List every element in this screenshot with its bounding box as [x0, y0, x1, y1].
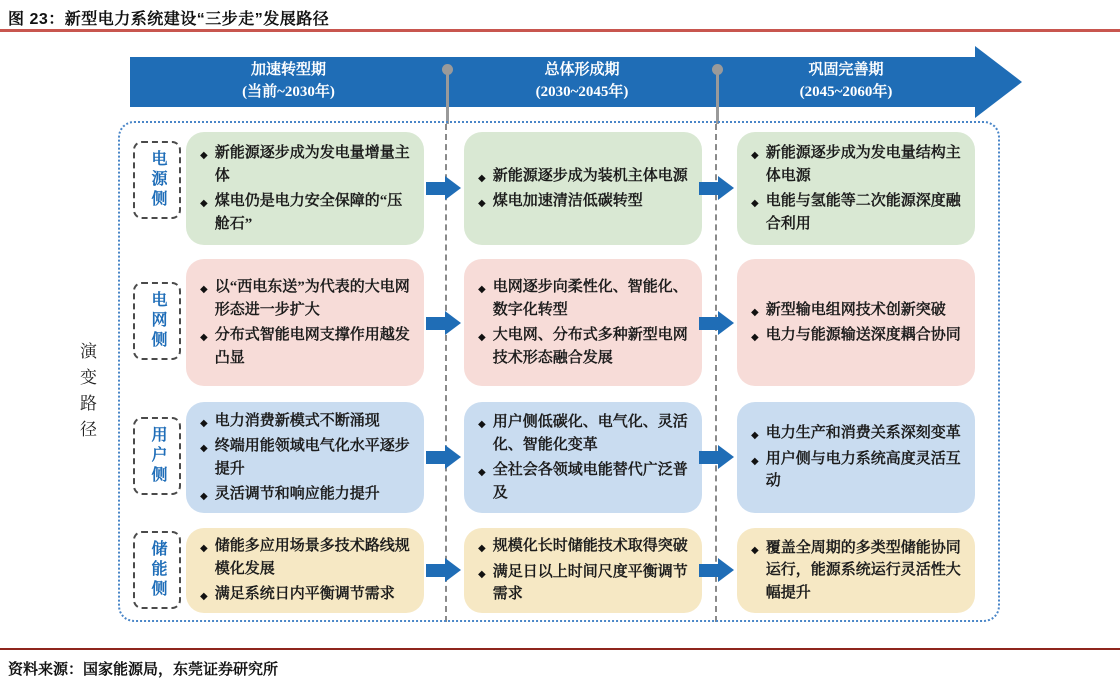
phase-name: 巩固完善期 — [808, 62, 884, 79]
diamond-bullet-icon: ◆ — [478, 198, 486, 209]
bullet-text: 煤电加速清洁低碳转型 — [492, 193, 643, 209]
flow-arrow-icon — [426, 176, 461, 200]
phase-period: (当前~2030年) — [242, 84, 335, 100]
timeline-node-stem — [716, 74, 719, 124]
bullet-item — [476, 535, 690, 558]
diamond-bullet-icon: ◆ — [200, 591, 208, 603]
source-note: 资料来源：国家能源局，东莞证券研究所 — [8, 661, 279, 678]
row-label-user — [133, 417, 181, 495]
bullet-item — [476, 561, 690, 606]
diamond-bullet-icon: ◆ — [200, 150, 208, 161]
diamond-bullet-icon: ◆ — [751, 306, 759, 318]
row-label-text: 储能侧 — [149, 540, 166, 600]
bullet-text: 新能源逐步成为装机主体电源 — [492, 167, 688, 184]
phase-period: (2030~2045年) — [535, 84, 629, 100]
bullet-text: 电能与氢能等二次能源深度融合利用 — [765, 193, 961, 232]
bullet-text: 满足日以上时间尺度平衡调节需求 — [492, 563, 688, 603]
phase-name: 加速转型期 — [250, 62, 326, 79]
bullet-text: 全社会各领域电能替代广泛普及 — [492, 462, 688, 501]
bullet-text: 大电网、分布式多种新型电网技术形态融合发展 — [492, 327, 688, 366]
content-card — [464, 259, 702, 386]
content-card — [464, 402, 702, 513]
diamond-bullet-icon: ◆ — [200, 491, 208, 502]
bullet-item — [749, 299, 963, 322]
content-card — [186, 259, 424, 386]
row-label-power-source — [133, 141, 181, 219]
row-label-text: 用户侧 — [149, 426, 166, 486]
title-rule — [0, 29, 1120, 32]
diamond-bullet-icon: ◆ — [478, 419, 486, 430]
timeline-node-stem — [446, 74, 449, 124]
bullet-text: 覆盖全周期的多类型储能协同运行，能源系统运行灵活性大幅提升 — [765, 539, 961, 601]
bullet-item — [476, 190, 690, 213]
diamond-bullet-icon: ◆ — [200, 284, 208, 295]
bullet-item — [198, 410, 412, 433]
bullet-text: 分布式智能电网支撑作用越发凸显 — [214, 327, 410, 366]
bullet-item — [198, 190, 412, 235]
timeline-arrowhead-icon — [975, 46, 1022, 118]
bullet-text: 满足系统日内平衡调节需求 — [214, 586, 395, 603]
flow-arrow-icon — [426, 445, 461, 469]
bullet-text: 电网逐步向柔性化、智能化、数字化转型 — [492, 279, 688, 318]
bullet-item — [749, 422, 963, 445]
bullet-item — [749, 448, 963, 493]
diamond-bullet-icon: ◆ — [200, 443, 208, 454]
bullet-text: 电力消费新模式不断涌现 — [214, 412, 380, 429]
bullet-item — [476, 459, 690, 504]
bullet-item — [749, 324, 963, 347]
bullet-text: 电力与能源输送深度耦合协同 — [765, 327, 961, 343]
bullet-item — [749, 537, 963, 605]
flow-arrow-icon — [699, 558, 734, 582]
row-label-storage — [133, 531, 181, 609]
evolution-path-label: 演变路径 — [77, 342, 96, 446]
flow-arrow-icon — [426, 311, 461, 335]
flow-arrow-icon — [699, 176, 734, 200]
bullet-item — [749, 190, 963, 235]
content-card — [186, 528, 424, 613]
diamond-bullet-icon: ◆ — [751, 332, 759, 343]
phase-period: (2045~2060年) — [799, 84, 893, 100]
bullet-item — [198, 535, 412, 580]
diamond-bullet-icon: ◆ — [200, 543, 208, 555]
bullet-text: 新能源逐步成为发电量增量主体 — [214, 145, 410, 184]
bullet-item — [198, 435, 412, 480]
timeline-phase-3 — [717, 57, 975, 107]
bullet-item — [476, 276, 690, 321]
content-card — [737, 259, 975, 386]
bullet-item — [198, 483, 412, 506]
content-card — [737, 528, 975, 613]
bullet-text: 以“西电东送”为代表的大电网形态进一步扩大 — [214, 279, 410, 318]
content-card — [464, 528, 702, 613]
row-label-text: 电源侧 — [149, 150, 166, 210]
content-card — [737, 132, 975, 245]
phase-name: 总体形成期 — [544, 62, 620, 79]
diamond-bullet-icon: ◆ — [751, 198, 759, 209]
diamond-bullet-icon: ◆ — [478, 543, 486, 555]
bullet-text: 电力生产和消费关系深刻变革 — [765, 425, 961, 442]
bullet-text: 新型输电组网技术创新突破 — [765, 301, 946, 318]
content-card — [737, 402, 975, 513]
diamond-bullet-icon: ◆ — [478, 332, 486, 343]
row-label-text: 电网侧 — [149, 291, 166, 351]
timeline-phase-2 — [447, 57, 717, 107]
diamond-bullet-icon: ◆ — [478, 568, 486, 580]
bullet-text: 规模化长时储能技术取得突破 — [492, 538, 688, 555]
content-card — [464, 132, 702, 245]
bullet-item — [749, 142, 963, 187]
diamond-bullet-icon: ◆ — [751, 430, 759, 442]
flow-arrow-icon — [699, 445, 734, 469]
diamond-bullet-icon: ◆ — [200, 332, 208, 343]
diamond-bullet-icon: ◆ — [751, 544, 759, 556]
bullet-item — [198, 324, 412, 369]
figure-title: 图 23：新型电力系统建设“三步走”发展路径 — [8, 11, 330, 28]
bullet-item — [198, 276, 412, 321]
diamond-bullet-icon: ◆ — [751, 150, 759, 161]
bullet-item — [198, 142, 412, 187]
bullet-text: 灵活调节和响应能力提升 — [214, 486, 380, 502]
content-card — [186, 132, 424, 245]
row-label-grid — [133, 282, 181, 360]
diamond-bullet-icon: ◆ — [751, 455, 759, 467]
flow-arrow-icon — [426, 558, 461, 582]
content-card — [186, 402, 424, 513]
bullet-item — [198, 583, 412, 606]
diamond-bullet-icon: ◆ — [478, 284, 486, 295]
bullet-item — [476, 324, 690, 369]
diamond-bullet-icon: ◆ — [200, 198, 208, 209]
bullet-text: 新能源逐步成为发电量结构主体电源 — [765, 145, 961, 184]
diamond-bullet-icon: ◆ — [200, 417, 208, 429]
bullet-item — [476, 165, 690, 188]
flow-arrow-icon — [699, 311, 734, 335]
bullet-text: 储能多应用场景多技术路线规模化发展 — [214, 538, 410, 577]
bullet-text: 煤电仍是电力安全保障的“压舱石” — [214, 193, 403, 232]
bullet-text: 用户侧低碳化、电气化、灵活化、智能化变革 — [492, 414, 688, 453]
diamond-bullet-icon: ◆ — [478, 467, 486, 478]
bullet-item — [476, 411, 690, 456]
bullet-text: 用户侧与电力系统高度灵活互动 — [765, 450, 961, 490]
footer-rule — [0, 648, 1120, 650]
bullet-text: 终端用能领域电气化水平逐步提升 — [214, 438, 410, 477]
timeline-phase-1 — [130, 57, 447, 107]
diamond-bullet-icon: ◆ — [478, 172, 486, 184]
